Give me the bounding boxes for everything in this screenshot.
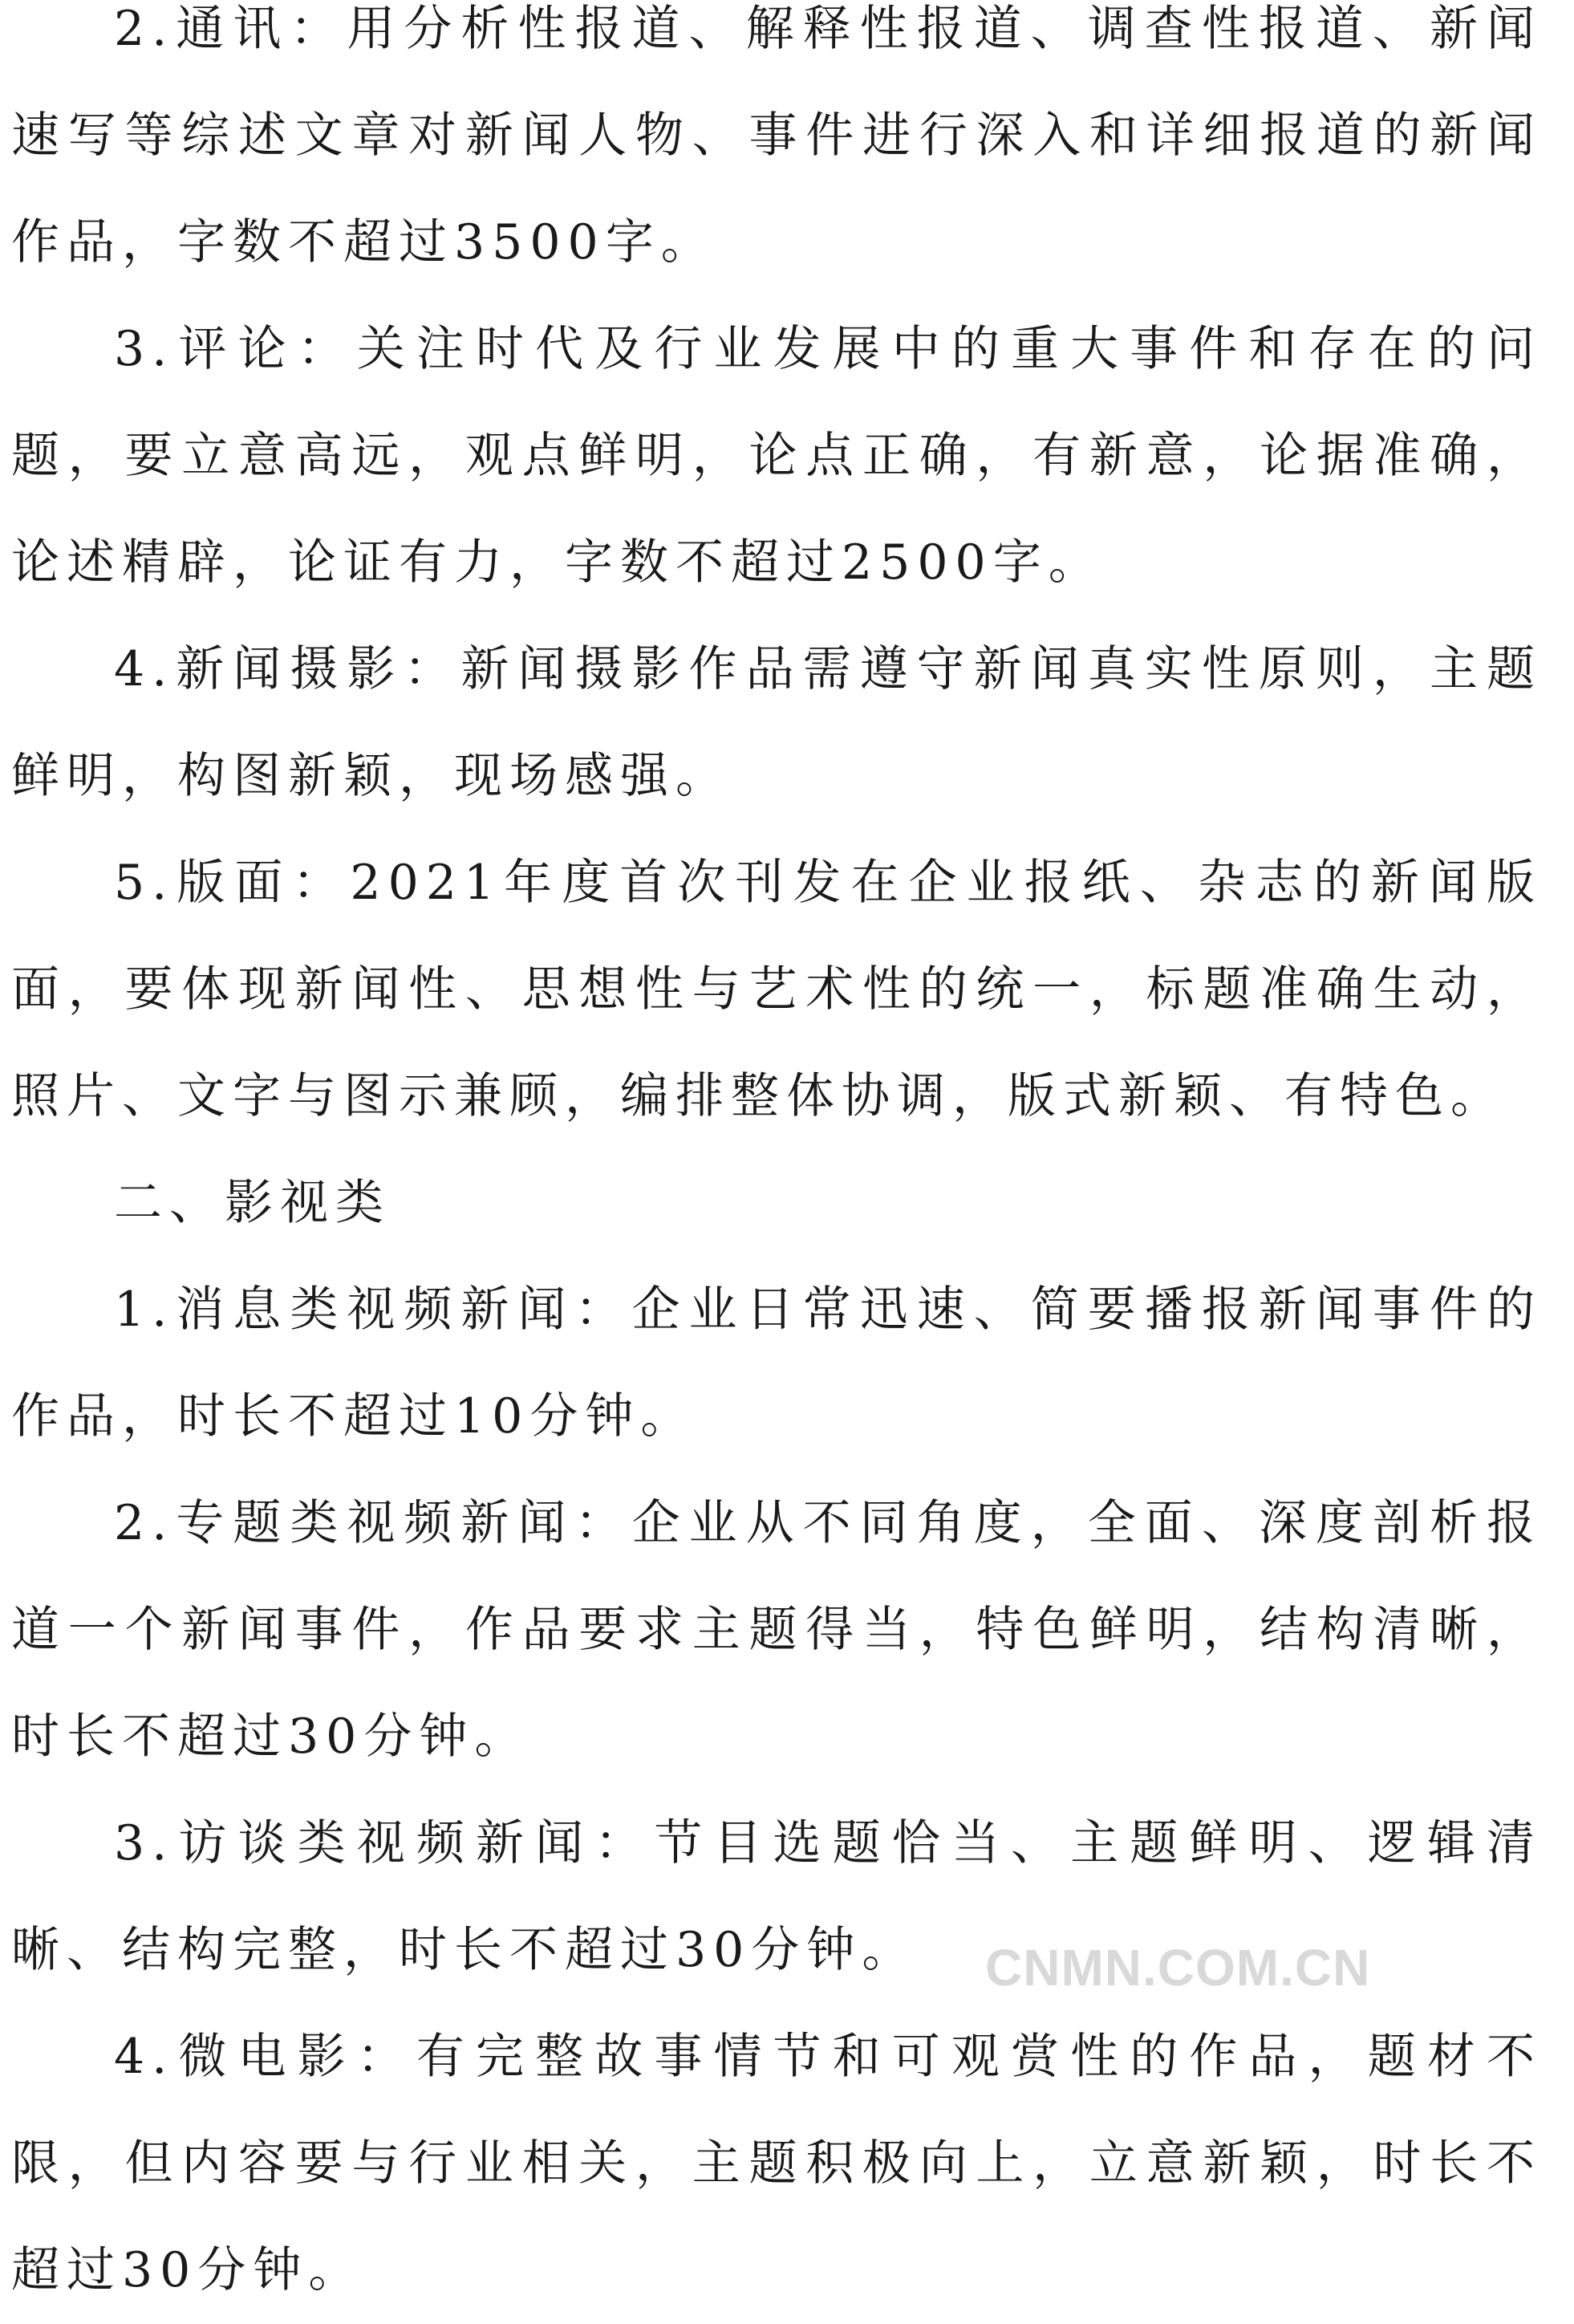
paragraph-feature-video: 2.专题类视频新闻：企业从不同角度，全面、深度剖析报道一个新闻事件，作品要求主题得当，特色鲜明，结构清晰，时长不超过30分钟。 <box>11 1495 1542 1765</box>
paragraph-communication: 2.通讯：用分析性报道、解释性报道、调查性报道、新闻速写等综述文章对新闻人物、事件进行深入和详细报道的新闻作品，字数不超过3500字。 <box>11 1 1542 270</box>
paragraph-news-video: 1.消息类视频新闻：企业日常迅速、简要播报新闻事件的作品，时长不超过10分钟。 <box>11 1282 1542 1444</box>
paragraph-interview-video: 3.访谈类视频新闻：节目选题恰当、主题鲜明、逻辑清晰、结构完整，时长不超过30分钟。 <box>11 1815 1542 1978</box>
paragraph-micro-film: 4.微电影：有完整故事情节和可观赏性的作品，题材不限，但内容要与行业相关，主题积极向上，立意新颖，时长不超过30分钟。 <box>11 2029 1542 2298</box>
paragraph-layout: 5.版面：2021年度首次刊发在企业报纸、杂志的新闻版面，要体现新闻性、思想性与艺术性的统一，标题准确生动，照片、文字与图示兼顾，编排整体协调，版式新颖、有特色。 <box>11 855 1542 1124</box>
section-heading-film-tv: 二、影视类 <box>114 1175 391 1231</box>
paragraph-commentary: 3.评论：关注时代及行业发展中的重大事件和存在的问题，要立意高远，观点鲜明，论点正确，有新意，论据准确，论述精辟，论证有力，字数不超过2500字。 <box>11 321 1542 591</box>
site-watermark: CNMN.COM.CN <box>985 1939 1371 1997</box>
paragraph-news-photography: 4.新闻摄影：新闻摄影作品需遵守新闻真实性原则，主题鲜明，构图新颖，现场感强。 <box>11 641 1542 804</box>
